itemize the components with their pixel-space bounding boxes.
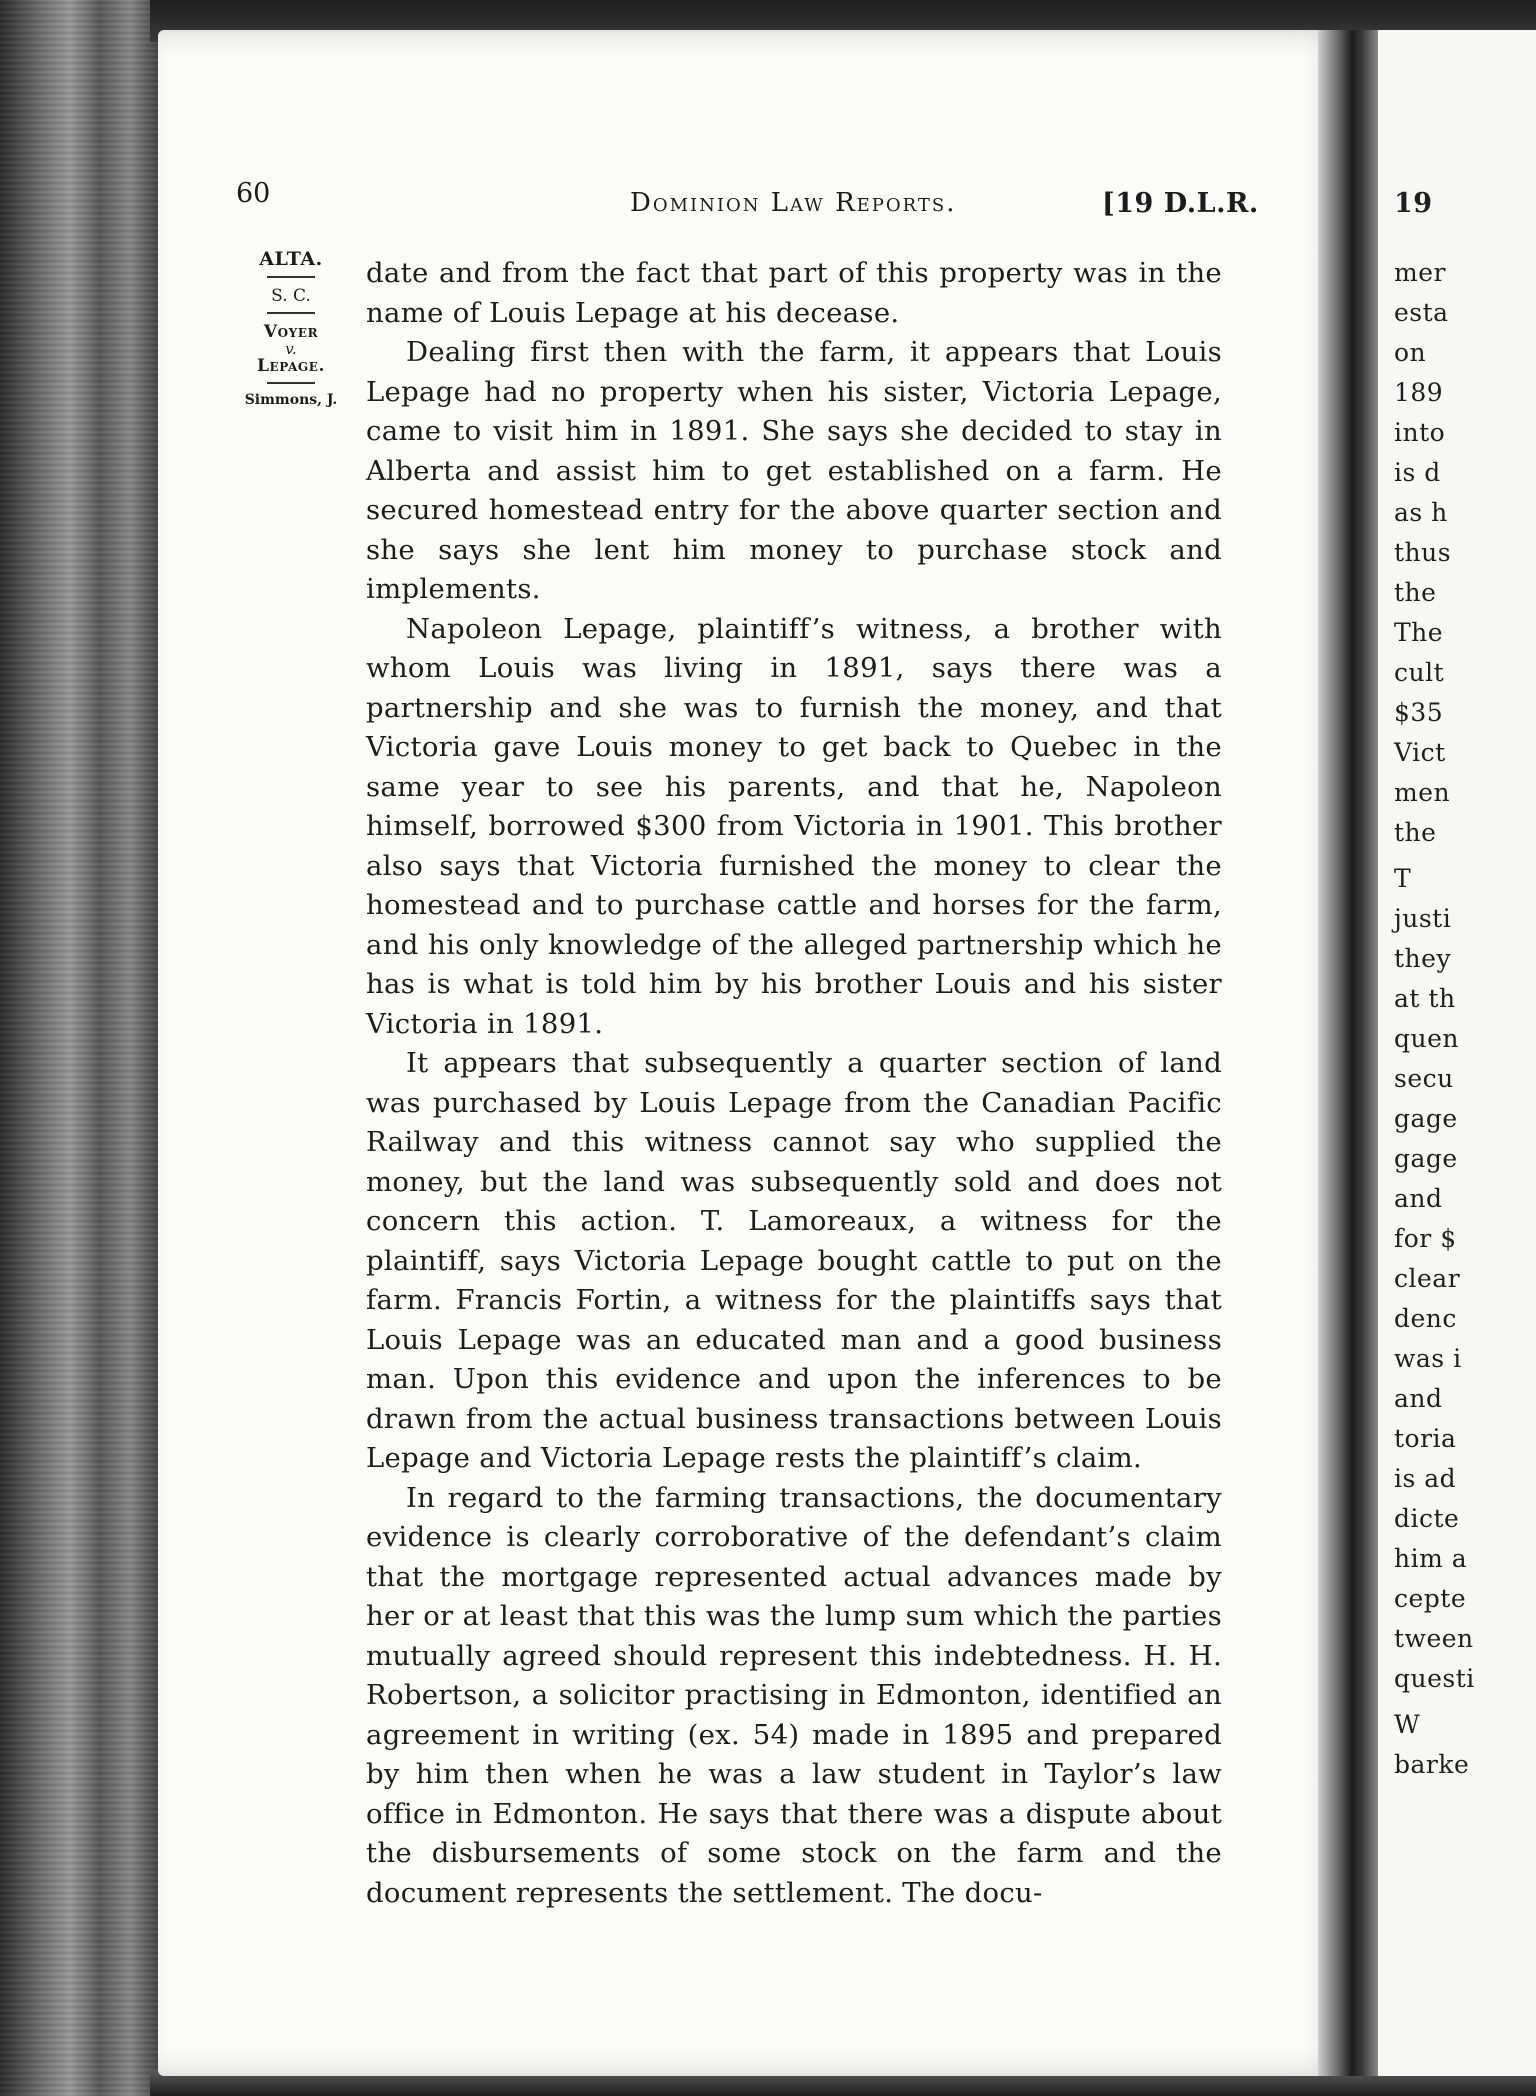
facing-page-line: and — [1394, 1384, 1443, 1413]
paragraph: date and from the fact that part of this property was in the name of Louis Lepage at his decease. — [366, 257, 1222, 329]
facing-page-line: cult — [1394, 658, 1445, 687]
facing-page-line: Vict — [1394, 738, 1446, 767]
facing-page-line: The — [1394, 618, 1444, 647]
facing-page-line: was i — [1394, 1344, 1462, 1373]
margin-province: ALTA. — [259, 248, 323, 270]
paragraph: In regard to the farming transactions, the documentary evidence is clearly corroborative of the defendant’s claim that the mortgage represented actual advances made by her or at least that this was the lump sum which the parties mutually agreed should represent this indebtedness. H. H. Robertson, a solicitor practising in Edmonton, identified an agreement in writing (ex. 54) made in 1895 and prepared by him then when he was a law student in Taylor’s law office in Edmonton. He says that there was a dispute about the disbursements of some stock on the farm and the document represents the settlement. The docu- — [366, 1481, 1222, 1909]
facing-page-line: $35 — [1394, 698, 1444, 727]
paragraph: Dealing first then with the farm, it appears that Louis Lepage had no property when his sister, Victoria Lepage, came to visit him in 1891. She says she decided to stay in Alberta and assist him to get established on a farm. He secured homestead entry for the above quarter section and she says she lent him money to purchase stock and implements. — [366, 336, 1222, 605]
facing-page-line: justi — [1394, 904, 1452, 933]
facing-page-line: W — [1394, 1710, 1421, 1739]
facing-page-line: at th — [1394, 984, 1456, 1013]
facing-page-line: the — [1394, 578, 1437, 607]
facing-page-line: dicte — [1394, 1504, 1460, 1533]
facing-page-line: gage — [1394, 1144, 1458, 1173]
paragraph: Napoleon Lepage, plaintiff’s witness, a brother with whom Louis was living in 1891, says there was a partnership and she was to furnish the money, and that Victoria gave Louis money to get back to Quebec in the same year to see his parents, and that he, Napoleon himself, borrowed $300 from Victoria in 1901. This brother also says that Victoria furnished the money to clear the homestead and to purchase cattle and horses for the farm, and his only knowledge of the alleged partnership which he has is what is told him by his brother Louis and his sister Victoria in 1891. — [366, 612, 1222, 1040]
facing-page-line: esta — [1394, 298, 1449, 327]
facing-page-line: the — [1394, 818, 1437, 847]
margin-versus: v. — [285, 340, 297, 358]
facing-page-line: him a — [1394, 1544, 1468, 1573]
facing-page-line: into — [1394, 418, 1446, 447]
facing-page-header: 19 — [1394, 188, 1433, 219]
facing-page-line: secu — [1394, 1064, 1454, 1093]
running-title: Dominion Law Reports. — [630, 188, 957, 218]
margin-defendant: Lepage. — [256, 356, 326, 376]
facing-page-line: T — [1394, 864, 1412, 893]
facing-page-line: is d — [1394, 458, 1441, 487]
facing-page-line: clear — [1394, 1264, 1461, 1293]
facing-page-line: toria — [1394, 1424, 1457, 1453]
facing-page-line: questi — [1394, 1664, 1475, 1693]
margin-divider — [267, 382, 315, 384]
facing-page-line: tween — [1394, 1624, 1474, 1653]
volume-reference: [19 D.L.R. — [1102, 188, 1259, 219]
facing-page-line: quen — [1394, 1024, 1460, 1053]
book-page-edges — [0, 0, 168, 2096]
facing-page-line: barke — [1394, 1750, 1470, 1779]
facing-page-line: thus — [1394, 538, 1452, 567]
margin-judge: Simmons, J. — [244, 392, 338, 408]
margin-divider — [267, 276, 315, 278]
book-gutter — [1318, 30, 1378, 2076]
facing-page-line: for $ — [1394, 1224, 1457, 1253]
page-number: 60 — [236, 178, 271, 209]
facing-page-line: denc — [1394, 1304, 1457, 1333]
margin-divider — [267, 312, 315, 314]
facing-page-line: men — [1394, 778, 1451, 807]
paragraph: It appears that subsequently a quarter section of land was purchased by Louis Lepage from the Canadian Pacific Railway and this witness cannot say who supplied the money, but the land was subsequently sold and does not concern this action. T. Lamoreaux, a witness for the plaintiff, says Victoria Lepage bought cattle to put on the farm. Francis Fortin, a witness for the plaintiffs says that Louis Lepage was an educated man and a good business man. Upon this evidence and upon the inferences to be drawn from the actual business transactions between Louis Lepage and Victoria Lepage rests the plaintiff’s claim. — [366, 1047, 1222, 1474]
facing-page-line: is ad — [1394, 1464, 1457, 1493]
body-text — [366, 254, 1222, 1913]
margin-plaintiff: Voyer — [263, 322, 319, 342]
margin-court: S. C. — [271, 286, 311, 306]
facing-page-line: gage — [1394, 1104, 1458, 1133]
facing-page-line: as h — [1394, 498, 1448, 527]
facing-page-line: cepte — [1394, 1584, 1467, 1613]
facing-page-line: and — [1394, 1184, 1443, 1213]
facing-page-line: mer — [1394, 258, 1446, 287]
margin-notes — [236, 248, 346, 408]
facing-page-line: on — [1394, 338, 1427, 367]
facing-page-line: 189 — [1394, 378, 1444, 407]
facing-page-line: they — [1394, 944, 1452, 973]
